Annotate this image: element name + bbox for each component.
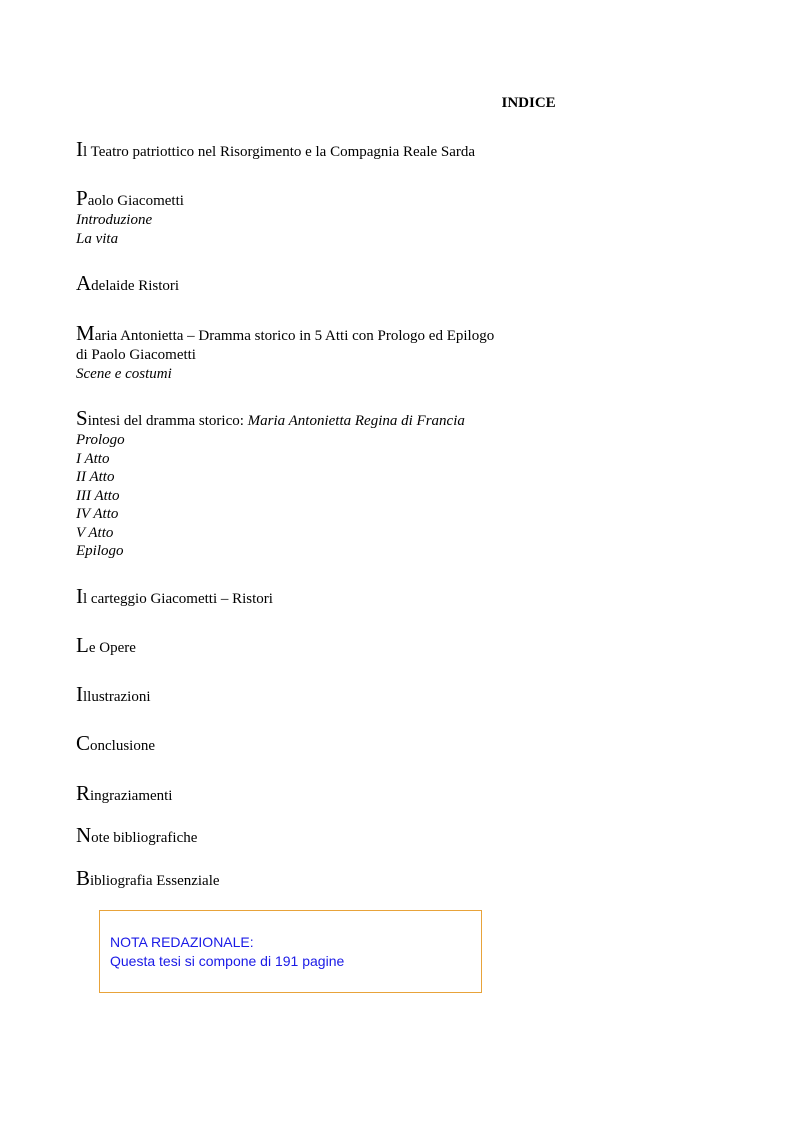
entry-title: ibliografia Essenziale xyxy=(90,873,220,889)
sub-entry-scene-costumi[interactable]: Scene e costumi xyxy=(76,365,172,382)
sub-entry-epilogo[interactable]: Epilogo xyxy=(76,543,124,559)
entry-initial: M xyxy=(76,321,95,345)
sub-entry-v-atto[interactable]: V Atto xyxy=(76,524,114,541)
entry-title: ingraziamenti xyxy=(90,788,173,804)
sub-entry-i-atto[interactable]: I Atto xyxy=(76,450,110,467)
entry-title-continuation: di Paolo Giacometti xyxy=(76,347,196,363)
entry-initial: P xyxy=(76,186,88,210)
entry-title: llustrazioni xyxy=(83,689,151,705)
toc-entry-opere[interactable] xyxy=(76,633,136,658)
entry-title: e Opere xyxy=(88,640,136,656)
note-heading: NOTA REDAZIONALE: xyxy=(110,934,254,950)
sub-entry-ii-atto[interactable]: II Atto xyxy=(76,469,115,485)
entry-initial: R xyxy=(76,781,91,805)
entry-initial: S xyxy=(76,406,88,430)
entry-initial: B xyxy=(76,866,91,890)
sub-entry-prologo[interactable]: Prologo xyxy=(76,432,125,448)
sub-entry-la-vita[interactable]: La vita xyxy=(76,230,119,247)
entry-title: delaide Ristori xyxy=(91,278,180,294)
entry-initial: L xyxy=(76,633,89,657)
toc-entry-illustrazioni[interactable] xyxy=(76,682,151,707)
toc-entry-sintesi[interactable] xyxy=(76,406,465,561)
entry-title: l Teatro patriottico nel Risorgimento e la Compagnia Reale Sarda xyxy=(83,144,476,160)
toc-entry-bibliografia[interactable] xyxy=(76,866,220,891)
entry-title: ote bibliografiche xyxy=(91,830,198,846)
sub-entry-iv-atto[interactable]: IV Atto xyxy=(76,506,119,522)
toc-entry-ristori[interactable] xyxy=(76,271,180,296)
entry-initial: I xyxy=(76,682,83,706)
toc-entry-note-bibliografiche[interactable] xyxy=(76,823,198,848)
entry-title-italic: Maria Antonietta Regina di Francia xyxy=(247,413,465,429)
entry-title: intesi del dramma storico: xyxy=(87,413,248,429)
sub-entry-introduzione[interactable]: Introduzione xyxy=(76,212,153,228)
note-text: Questa tesi si compone di 191 pagine xyxy=(110,953,345,969)
entry-initial: C xyxy=(76,731,91,755)
entry-title: aria Antonietta – Dramma storico in 5 Atti con Prologo ed Epilogo xyxy=(94,328,495,344)
page-title: INDICE xyxy=(501,95,556,111)
sub-entry-iii-atto[interactable]: III Atto xyxy=(76,487,120,504)
toc-entry-conclusione[interactable] xyxy=(76,731,156,756)
toc-entry-teatro[interactable] xyxy=(76,137,476,162)
entry-initial: N xyxy=(76,823,92,847)
toc-entry-maria-antonietta[interactable] xyxy=(76,321,495,383)
entry-title: onclusione xyxy=(90,738,156,754)
toc-entry-carteggio[interactable] xyxy=(76,584,273,609)
editorial-note-box xyxy=(99,910,482,993)
toc-entry-ringraziamenti[interactable] xyxy=(76,781,173,806)
toc-entry-giacometti[interactable] xyxy=(76,186,184,248)
entry-initial: A xyxy=(76,271,92,295)
entry-initial: I xyxy=(76,584,83,608)
entry-initial: I xyxy=(76,137,83,161)
entry-title: aolo Giacometti xyxy=(87,193,184,209)
entry-title: l carteggio Giacometti – Ristori xyxy=(83,591,273,607)
